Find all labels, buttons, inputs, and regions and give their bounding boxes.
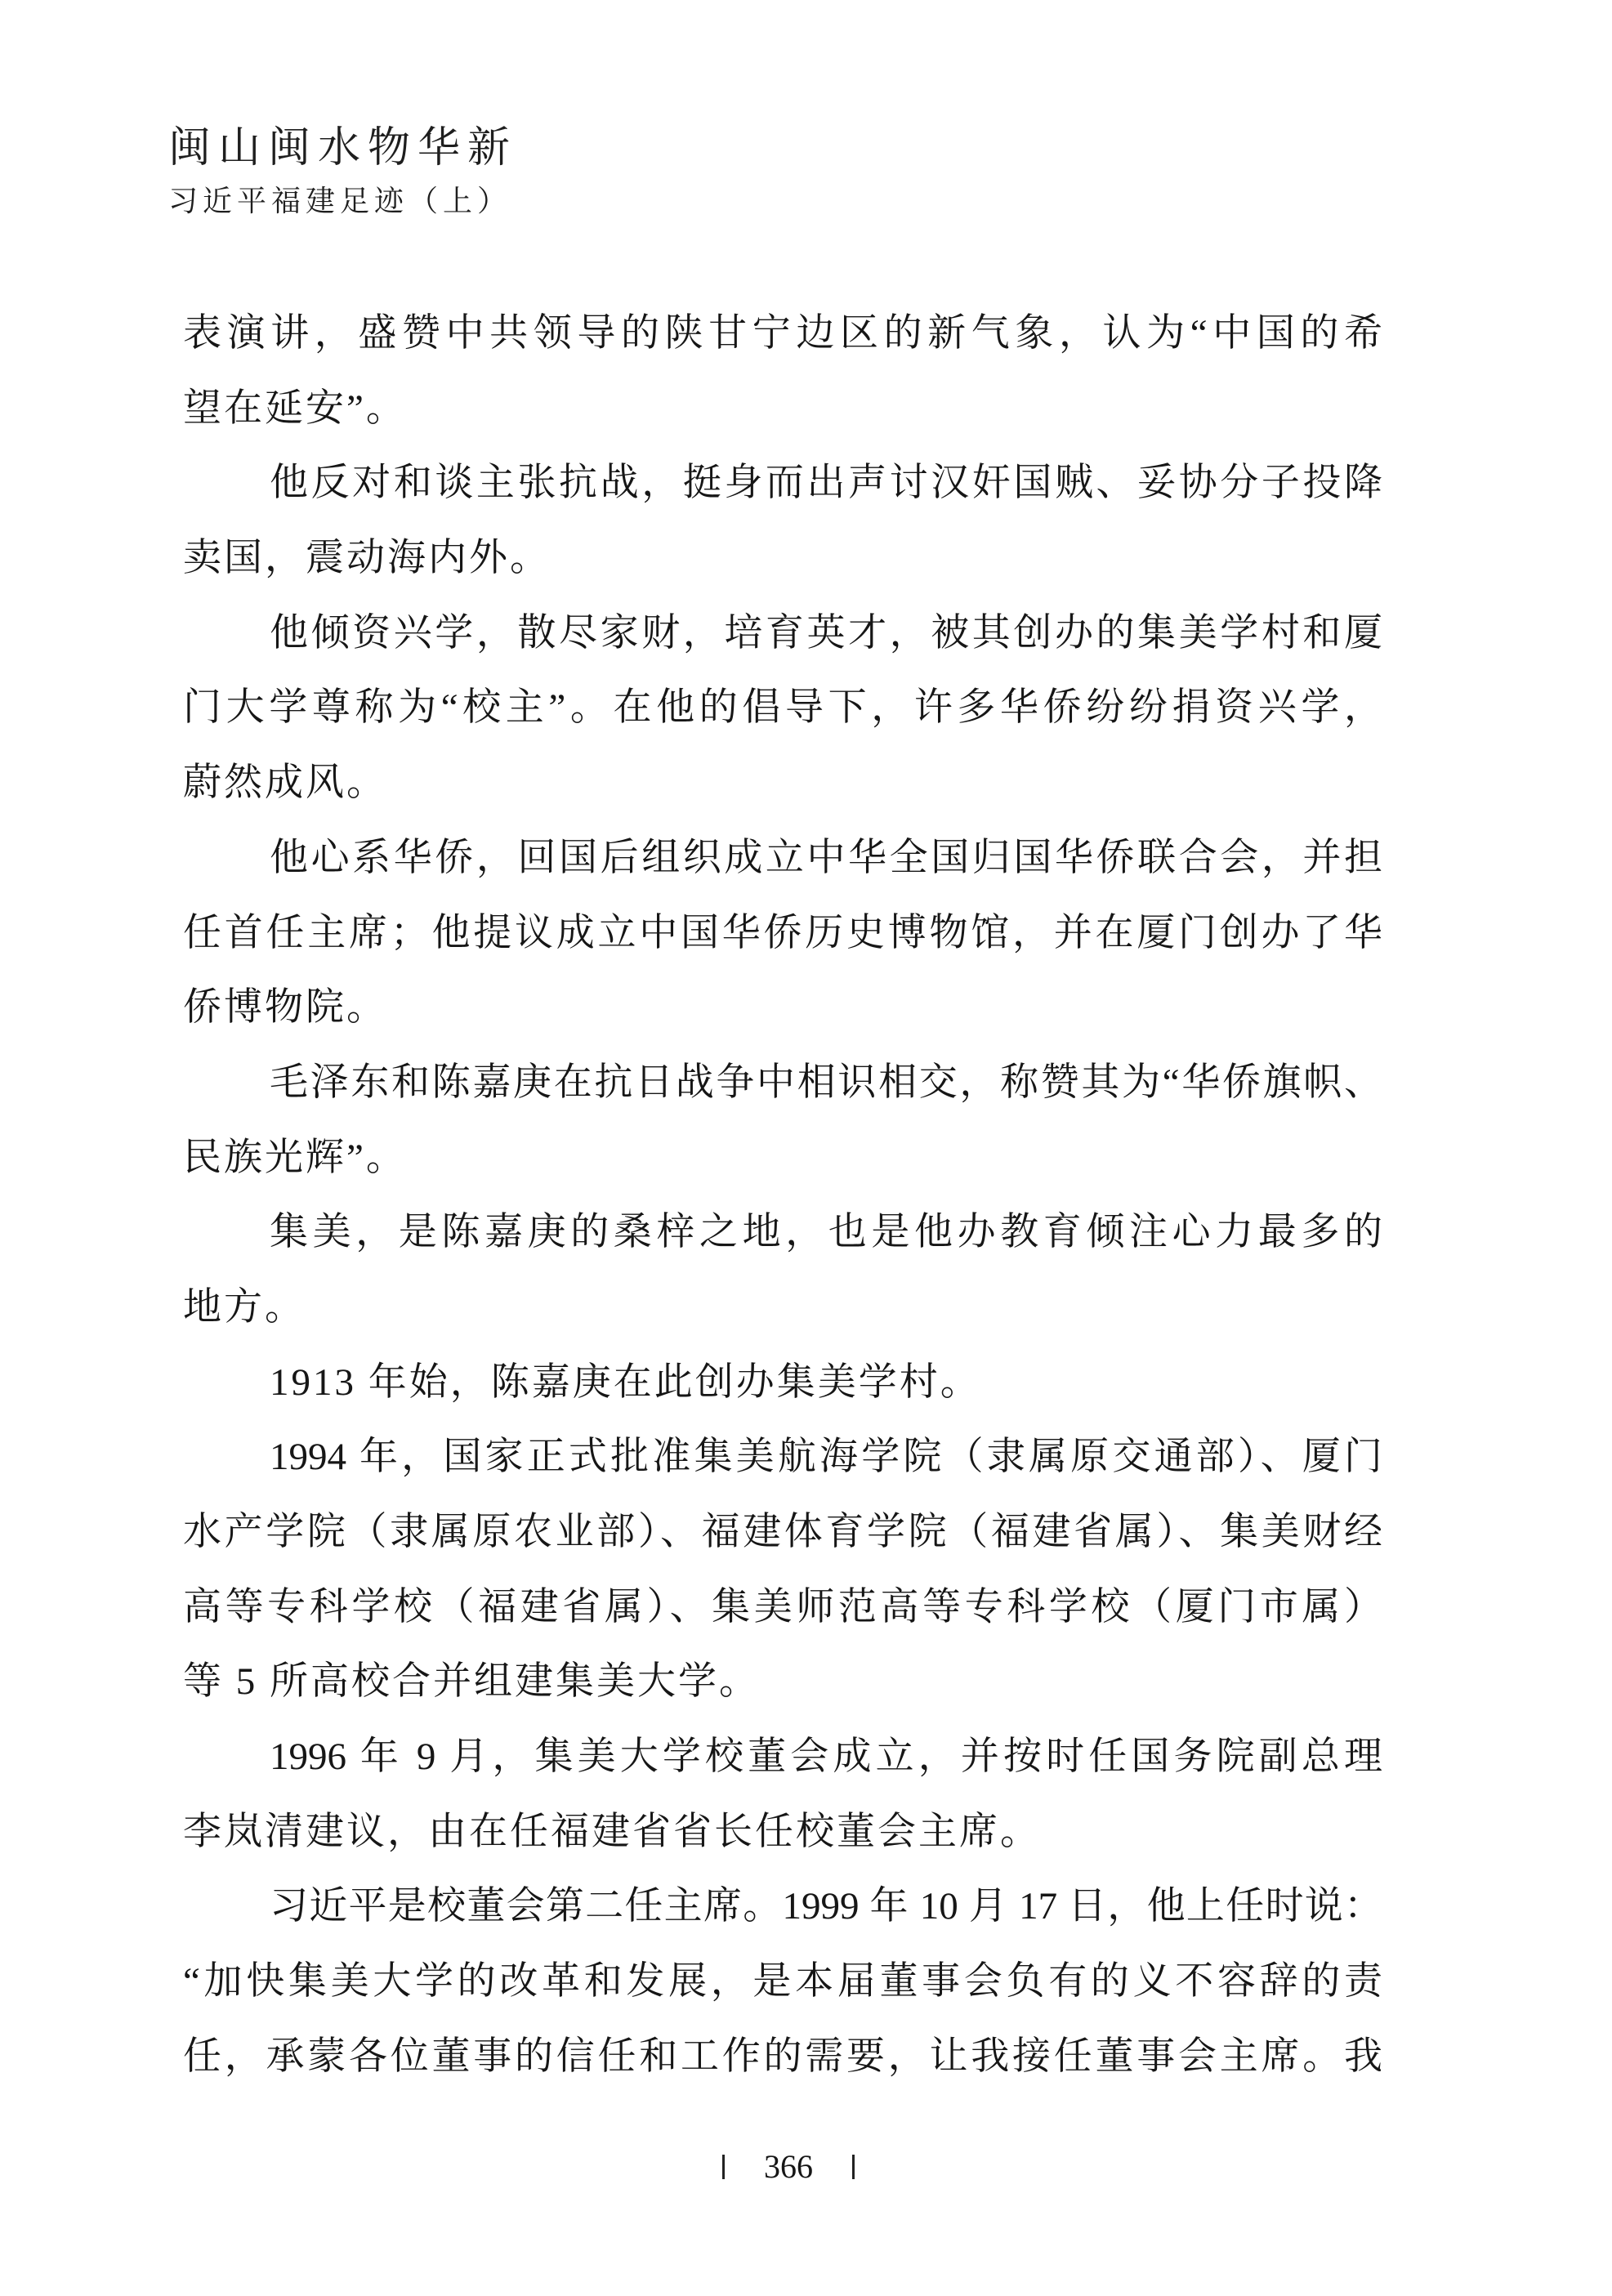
text-line: 侨博物院。: [183, 986, 387, 1030]
text-line: 表演讲，盛赞中共领导的陕甘宁边区的新气象，认为“中国的希: [183, 312, 1382, 355]
paragraph: [183, 821, 1382, 1046]
text-line: 1913 年始，陈嘉庚在此创办集美学村。: [270, 1360, 981, 1404]
text-line: 他反对和谈主张抗战，挺身而出声讨汉奸国贼、妥协分子投降: [270, 462, 1382, 505]
text-line: 任，承蒙各位董事的信任和工作的需要，让我接任董事会主席。我: [183, 2035, 1382, 2078]
running-header-title: 闽山闽水物华新: [168, 125, 518, 172]
text-line: 任首任主席；他提议成立中国华侨历史博物馆，并在厦门创办了华: [183, 911, 1382, 954]
text-line: 门大学尊称为“校主”。在他的倡导下，许多华侨纷纷捐资兴学，: [183, 686, 1382, 730]
running-header: [168, 123, 517, 219]
paragraph: [183, 1420, 1382, 1720]
text-line: 望在延安”。: [183, 386, 407, 430]
text-line: 集美，是陈嘉庚的桑梓之地，也是他办教育倾注心力最多的: [270, 1211, 1382, 1254]
body-text: [183, 297, 1382, 2095]
text-line: 1996 年 9 月，集美大学校董会成立，并按时任国务院副总理: [270, 1735, 1382, 1779]
text-line: 水产学院（隶属原农业部）、福建体育学院（福建省属）、集美财经: [183, 1511, 1382, 1553]
text-line: 习近平是校董会第二任主席。1999 年 10 月 17 日，他上任时说：: [270, 1885, 1382, 1928]
page-footer: [707, 2142, 870, 2191]
paragraph: [183, 1869, 1382, 2094]
paragraph: [183, 1195, 1382, 1345]
paragraph: [183, 1720, 1382, 1869]
text-line: 卖国，震动海内外。: [183, 537, 551, 580]
paragraph: [183, 297, 1382, 446]
text-line: 毛泽东和陈嘉庚在抗日战争中相识相交，称赞其为“华侨旗帜、: [270, 1061, 1382, 1104]
page-number-rule-left: [722, 2155, 725, 2179]
paragraph: [183, 1346, 1382, 1421]
text-line: 他心系华侨，回国后组织成立中华全国归国华侨联合会，并担: [270, 836, 1382, 879]
text-line: 等 5 所高校合并组建集美大学。: [183, 1660, 760, 1704]
text-line: “加快集美大学的改革和发展，是本届董事会负有的义不容辞的责: [183, 1960, 1382, 2003]
paragraph: [183, 596, 1382, 821]
paragraph: [183, 1046, 1382, 1195]
running-header-subtitle: 习近平福建足迹（上）: [168, 185, 512, 217]
text-line: 李岚清建议，由在任福建省省长任校董会主席。: [183, 1810, 1041, 1853]
text-line: 1994 年，国家正式批准集美航海学院（隶属原交通部）、厦门: [270, 1436, 1382, 1479]
page-number-rule-right: [852, 2155, 855, 2179]
text-line: 他倾资兴学，散尽家财，培育英才，被其创办的集美学村和厦: [270, 611, 1382, 654]
text-line: 地方。: [183, 1285, 306, 1329]
paragraph: [183, 446, 1382, 596]
text-line: 蔚然成风。: [183, 762, 387, 805]
text-line: 高等专科学校（福建省属）、集美师范高等专科学校（厦门市属）: [183, 1585, 1382, 1628]
page-number: 366: [764, 2148, 813, 2185]
text-line: 民族光辉”。: [183, 1136, 407, 1179]
